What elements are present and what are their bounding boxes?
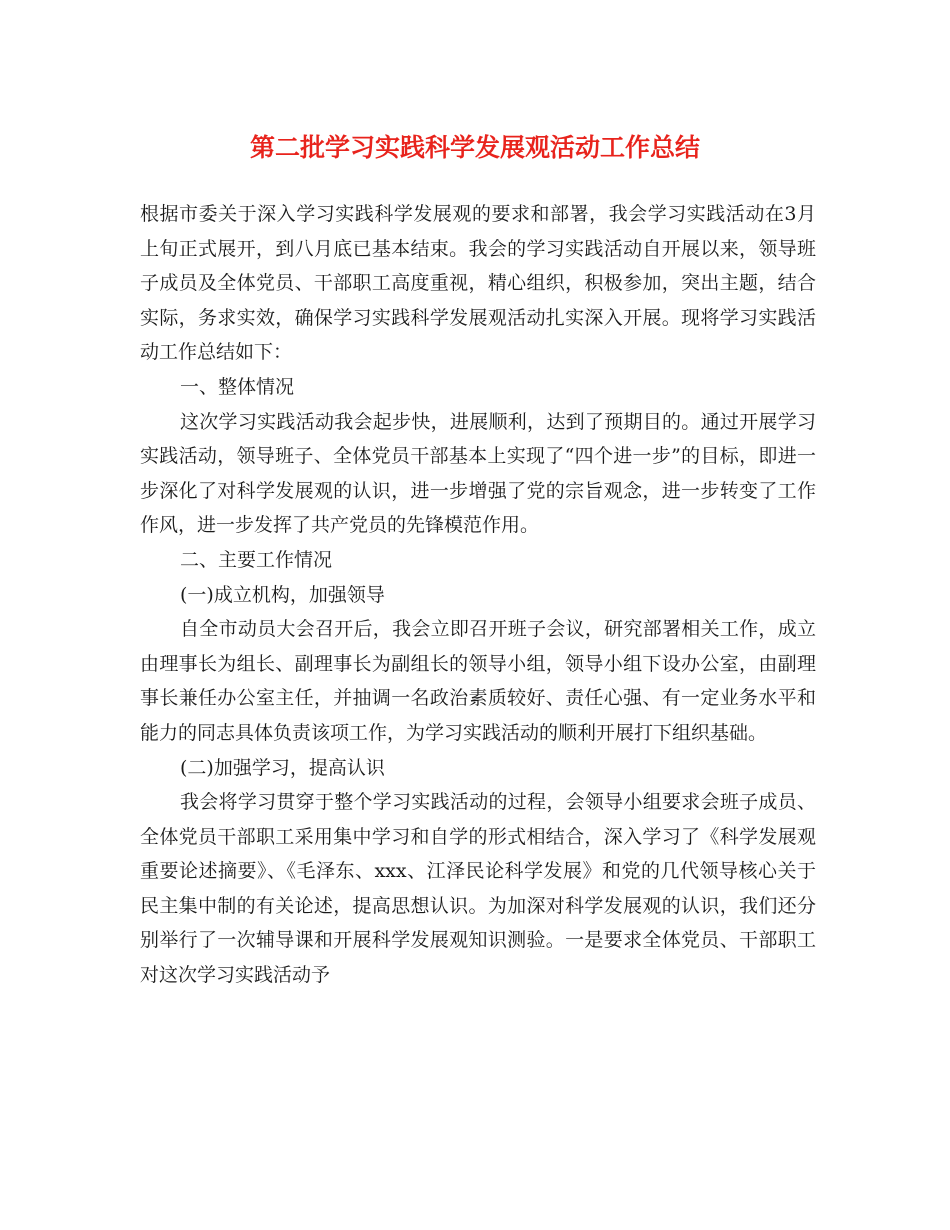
subsection-heading: (二)加强学习，提高认识: [180, 756, 385, 779]
section-heading: 二、主要工作情况: [180, 548, 333, 571]
document-body: [140, 197, 816, 993]
paragraph: 这次学习实践活动我会起步快，进展顺利，达到了预期目的。通过开展学习实践活动，领导班子、全体党员干部基本上实现了“四个进一步”的目标，即进一步深化了对科学发展观的认识，进一步增强了党的宗旨观念，进一步转变了工作作风，进一步发挥了共产党员的先锋模范作用。: [140, 410, 816, 537]
paragraph: 自全市动员大会召开后，我会立即召开班子会议，研究部署相关工作，成立由理事长为组长、副理事长为副组长的领导小组，领导小组下设办公室，由副理事长兼任办公室主任，并抽调一名政治素质较好、责任心强、有一定业务水平和能力的同志具体负责该项工作，为学习实践活动的顺利开展打下组织基础。: [140, 618, 816, 744]
section-heading: 一、整体情况: [180, 375, 295, 398]
paragraph: 根据市委关于深入学习实践科学发展观的要求和部署，我会学习实践活动在3月上旬正式展开，到八月底已基本结束。我会的学习实践活动自开展以来，领导班子成员及全体党员、干部职工高度重视，精心组织，积极参加，突出主题，结合实际，务求实效，确保学习实践科学发展观活动扎实深入开展。现将学习实践活动工作总结如下：: [140, 203, 816, 364]
subsection-heading: (一)成立机构，加强领导: [180, 583, 385, 606]
paragraph: 我会将学习贯穿于整个学习实践活动的过程，会领导小组要求会班子成员、全体党员干部职工采用集中学习和自学的形式相结合，深入学习了《科学发展观重要论述摘要》、《毛泽东、xxx、江泽民论科学发展》和党的几代领导核心关于民主集中制的有关论述，提高思想认识。为加深对科学发展观的认识，我们还分别举行了一次辅导课和开展科学发展观知识测验。一是要求全体党员、干部职工对这次学习实践活动予: [140, 791, 816, 987]
document-title: 第二批学习实践科学发展观活动工作总结: [249, 133, 700, 162]
